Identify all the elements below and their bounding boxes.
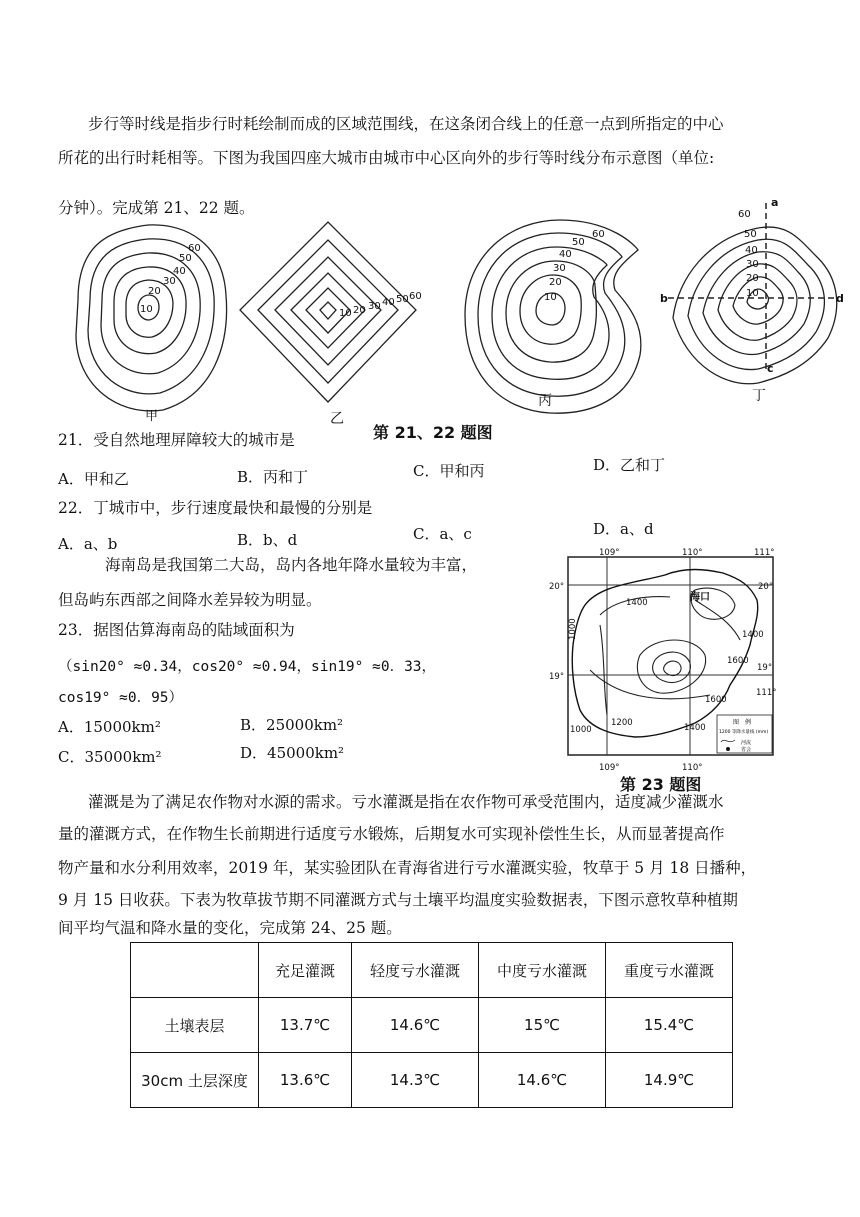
ding-label-60: 60 — [738, 209, 751, 220]
table-header-cell: 充足灌溉 — [259, 943, 352, 998]
map-jia-name: 甲 — [145, 409, 159, 424]
table-cell: 14.6℃ — [479, 1053, 606, 1108]
capital-icon — [726, 747, 730, 751]
map-ding-name: 丁 — [752, 388, 766, 404]
ding-dir-a: a — [771, 196, 779, 209]
bing-label-30: 30 — [553, 263, 566, 274]
table-row — [131, 998, 733, 1053]
q23-option-a[interactable]: A．15000km² — [58, 718, 161, 736]
lon-111: 111° — [754, 548, 775, 558]
lon-110-bottom: 110° — [682, 763, 703, 773]
ding-label-20: 20 — [746, 273, 759, 284]
map-legend — [717, 715, 772, 753]
yi-label-10: 10 — [339, 308, 352, 319]
table-cell: 14.6℃ — [352, 998, 479, 1053]
ding-dir-c: c — [767, 362, 774, 375]
irrigation-line-4: 9 月 15 日收获。下表为牧草拔节期不同灌溉方式与土壤平均温度实验数据表，下图示意牧草种植期 — [58, 891, 738, 909]
maps-caption: 第 21、22 题图 — [373, 423, 493, 442]
table-cell: 15℃ — [479, 998, 606, 1053]
jia-label-50: 50 — [179, 253, 192, 264]
legend-river: 河流 — [741, 740, 752, 746]
q21-option-c[interactable]: C．甲和丙 — [413, 462, 485, 480]
lon-109-bottom: 109° — [599, 763, 620, 773]
lon-111-bottom: 111° — [756, 688, 777, 698]
bing-label-10: 10 — [544, 292, 557, 303]
bing-label-40: 40 — [559, 249, 572, 260]
table-header-cell — [131, 943, 259, 998]
jia-label-60: 60 — [188, 243, 201, 254]
q23-option-d[interactable]: D．45000km² — [240, 744, 345, 762]
iso-1000-a: 1000 — [568, 618, 578, 640]
yi-label-50: 50 — [396, 294, 409, 305]
legend-capital: 省会 — [741, 747, 752, 753]
lat-20: 20° — [549, 582, 565, 592]
table-cell: 30cm 土层深度 — [131, 1053, 259, 1108]
jia-label-10: 10 — [140, 304, 153, 315]
table-header-cell: 中度亏水灌溉 — [479, 943, 606, 998]
map-bing-name: 丙 — [538, 393, 552, 409]
jia-label-30: 30 — [163, 276, 176, 287]
lon-109: 109° — [599, 548, 620, 558]
ding-dir-d: d — [836, 292, 844, 305]
yi-label-60: 60 — [409, 291, 422, 302]
ding-label-50: 50 — [744, 229, 757, 240]
ding-label-30: 30 — [746, 259, 759, 270]
q23-stem: 23．据图估算海南岛的陆域面积为 — [58, 621, 295, 639]
q22-option-a[interactable]: A．a、b — [58, 535, 118, 553]
table-header-cell: 重度亏水灌溉 — [606, 943, 733, 998]
iso-1400-c: 1400 — [684, 723, 706, 733]
q23-option-b[interactable]: B．25000km² — [240, 716, 344, 734]
q23-hint-2: cos19° ≈0．95） — [58, 690, 184, 706]
q21-option-b[interactable]: B．丙和丁 — [237, 468, 309, 486]
ding-label-40: 40 — [745, 245, 758, 256]
q21-stem: 21．受自然地理屏障较大的城市是 — [58, 431, 295, 449]
irrigation-line-1: 灌溉是为了满足农作物对水源的需求。亏水灌溉是指在农作物可承受范围内，适度减少灌溉水 — [88, 793, 724, 811]
yi-label-40: 40 — [382, 297, 395, 308]
hainan-line-1: 海南岛是我国第二大岛，岛内各地年降水量较为丰富， — [105, 556, 478, 574]
table-cell: 14.9℃ — [606, 1053, 733, 1108]
hainan-line-2: 但岛屿东西部之间降水差异较为明显。 — [58, 591, 322, 609]
q21-option-a[interactable]: A．甲和乙 — [58, 470, 129, 488]
table-cell: 土壤表层 — [131, 998, 259, 1053]
q23-option-c[interactable]: C．35000km² — [58, 748, 162, 766]
map-bing — [465, 220, 641, 413]
jia-label-20: 20 — [148, 286, 161, 297]
map23-caption: 第 23 题图 — [620, 775, 702, 794]
bing-label-20: 20 — [549, 277, 562, 288]
yi-label-30: 30 — [368, 301, 381, 312]
legend-title: 图 例 — [733, 719, 752, 726]
intro-line-2: 所花的出行时耗相等。下图为我国四座大城市由城市中心区向外的步行等时线分布示意图（单位: — [58, 149, 715, 167]
iso-1200: 1200 — [611, 718, 633, 728]
q22-option-b[interactable]: B．b、d — [237, 531, 298, 549]
iso-1400-b: 1400 — [742, 630, 764, 640]
table-cell: 13.6℃ — [259, 1053, 352, 1108]
q22-option-c[interactable]: C．a、c — [413, 525, 472, 543]
lat-19: 19° — [549, 672, 565, 682]
intro-line-1: 步行等时线是指步行时耗绘制而成的区域范围线，在这条闭合线上的任意一点到所指定的中心 — [88, 115, 724, 133]
irrigation-temperature-table — [130, 942, 733, 1108]
table-header-row — [131, 943, 733, 998]
lat-19-right: 19° — [757, 663, 773, 673]
irrigation-line-3: 物产量和水分利用效率，2019 年，某实验团队在青海省进行亏水灌溉实验，牧草于 5 月 18 日播种， — [58, 859, 757, 877]
q22-stem: 22．丁城市中，步行速度最快和最慢的分别是 — [58, 499, 373, 517]
iso-1400-a: 1400 — [626, 598, 648, 608]
map-yi — [240, 222, 416, 402]
q21-option-d[interactable]: D．乙和丁 — [593, 456, 666, 474]
jia-label-40: 40 — [173, 266, 186, 277]
ding-dir-b: b — [660, 292, 668, 305]
lat-20-right: 20° — [758, 582, 774, 592]
ding-label-10: 10 — [746, 288, 759, 299]
q23-hint-1: （sin20° ≈0.34，cos20° ≈0.94，sin19° ≈0．33， — [58, 659, 437, 675]
table-cell: 13.7℃ — [259, 998, 352, 1053]
map-jia — [76, 225, 227, 411]
irrigation-line-2: 量的灌溉方式，在作物生长前期进行适度亏水锻炼，后期复水可实现补偿性生长，从而显著提高作 — [58, 825, 725, 843]
table-header-cell: 轻度亏水灌溉 — [352, 943, 479, 998]
table-cell: 14.3℃ — [352, 1053, 479, 1108]
iso-1000-b: 1000 — [570, 725, 592, 735]
iso-1600-b: 1600 — [705, 695, 727, 705]
intro-line-3: 分钟）。完成第 21、22 题。 — [58, 199, 255, 217]
hainan-rainfall-map — [545, 545, 780, 775]
iso-1600-a: 1600 — [727, 656, 749, 666]
table-row — [131, 1053, 733, 1108]
city-haikou: 海口 — [690, 592, 710, 603]
map-yi-name: 乙 — [330, 411, 344, 427]
legend-isohyet: 1200 等降水量线 (mm) — [719, 730, 769, 735]
q22-option-d[interactable]: D．a、d — [593, 520, 654, 538]
table-cell: 15.4℃ — [606, 998, 733, 1053]
bing-label-50: 50 — [572, 237, 585, 248]
yi-label-20: 20 — [353, 305, 366, 316]
lon-110: 110° — [682, 548, 703, 558]
bing-label-60: 60 — [592, 229, 605, 240]
irrigation-line-5: 间平均气温和降水量的变化，完成第 24、25 题。 — [58, 919, 402, 937]
